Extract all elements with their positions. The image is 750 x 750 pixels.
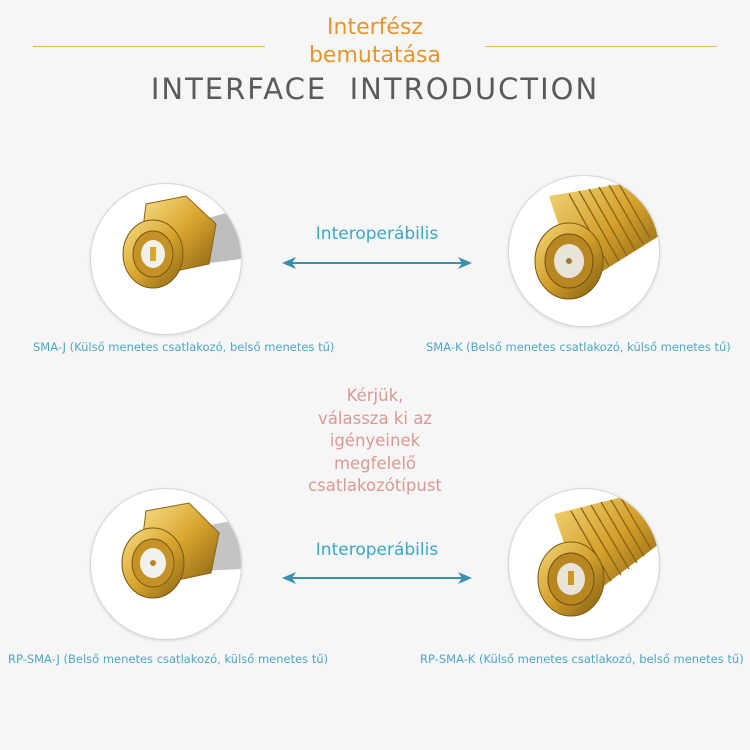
rp-sma-k-caption: RP-SMA-K (Külső menetes csatlakozó, belső menetes tű) (420, 652, 744, 666)
notice-line-1: Kérjük, (346, 386, 404, 405)
notice-line-3: igényeinek (329, 431, 421, 450)
interoperable-label-row-2: Interoperábilis (315, 540, 439, 560)
sma-j-caption: SMA-J (Külső menetes csatlakozó, belső menetes tű) (33, 340, 335, 354)
double-arrow-icon (282, 256, 472, 270)
connector-selection-notice (290, 385, 460, 498)
rp-sma-j-connector-image (90, 488, 242, 640)
title-hungarian-line-1: Interfész (327, 15, 423, 40)
sma-k-caption: SMA-K (Belső menetes csatlakozó, külső menetes tű) (426, 340, 731, 354)
double-arrow-icon (282, 571, 472, 585)
rp-sma-k-connector-image (508, 488, 660, 640)
sma-j-connector-image (90, 183, 242, 335)
rp-sma-j-caption: RP-SMA-J (Belső menetes csatlakozó, külső menetes tű) (8, 652, 329, 666)
header-rule-right (485, 46, 717, 47)
title-hungarian (290, 14, 460, 70)
notice-line-4: megfelelő (333, 453, 417, 473)
notice-line-5: csatlakozótípust (308, 476, 442, 495)
sma-k-connector-image (508, 175, 660, 327)
title-english: INTERFACE INTRODUCTION (150, 72, 600, 106)
header-rule-left (33, 46, 265, 47)
title-hungarian-line-2: bemutatása (308, 43, 442, 68)
notice-line-2: válassza ki az (318, 408, 432, 428)
interoperable-label-row-1: Interoperábilis (315, 224, 439, 244)
